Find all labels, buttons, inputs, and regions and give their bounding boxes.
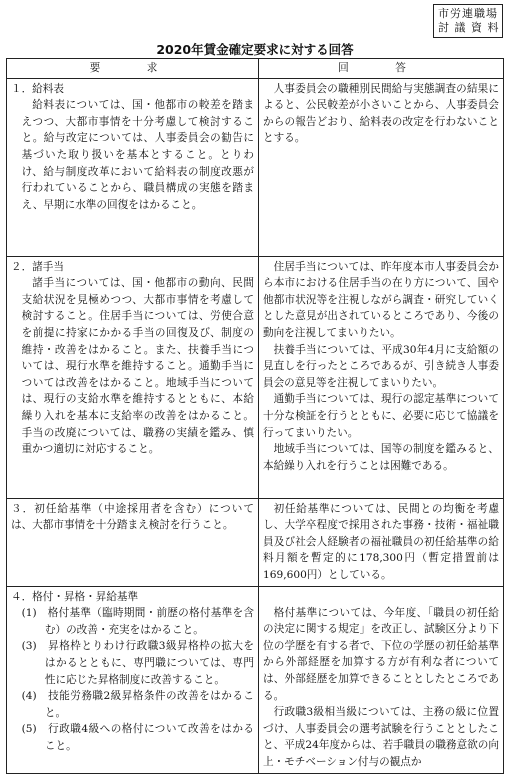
table-row <box>7 256 504 498</box>
answer-cell <box>259 498 504 586</box>
answer-paragraph: 扶養手当については、平成30年4月に支給額の見直しを行ったところであるが、引き続き人事委員会の意見等を注視してまいりたい。 <box>263 343 499 389</box>
answer-cell <box>259 586 504 773</box>
request-cell <box>7 586 259 773</box>
stamp-line-1: 市労連職場 <box>438 7 498 20</box>
answer-cell <box>259 78 504 256</box>
table-row <box>7 78 504 256</box>
request-item-title: ４．格付・昇格・昇給基準 <box>11 590 139 603</box>
request-answer-table <box>6 58 504 774</box>
answer-column-header: 回 答 <box>259 59 504 79</box>
table-row <box>7 498 504 586</box>
answer-paragraph: 住居手当については、昨年度本市人事委員会から本市における住居手当の在り方について、国や他都市状況等を注視しながら調査・研究していくとした意見が出されているところであり、今後の動向を注視してまいりたい。 <box>263 260 499 339</box>
answer-paragraph: 行政職3級相当級については、主務の級に位置づけ、人事委員会の選考試験を行うこととしたこと、平成24年度からは、若手職員の職務意欲の向上・モチベーション付与の観点か <box>263 706 499 768</box>
answer-paragraph: 格付基準については、今年度、「職員の初任給の決定に関する規定」を改正し、試験区分より下位の学歴を有する者で、下位の学歴の初任給基準から外部経歴を加算する方が有利な者については、外部経歴を加算できることとしたところである。 <box>263 606 499 702</box>
answer-cell <box>259 256 504 498</box>
page-title: 2020年賃金確定要求に対する回答 <box>156 42 354 57</box>
table-row <box>7 586 504 773</box>
request-paragraph: 給料表については、国・他都市の較差を踏まえつつ、大都市事情を十分考慮して検討すること。給与改定については、人事委員会の勧告に基づいた取り扱いを基本とすること。とりわけ、給与制度改革において給料表の制度改悪が行われていることから、職員構成の実態を踏まえ、早期に水準の回復をはかること。 <box>21 99 254 211</box>
request-column-header: 要 求 <box>7 59 259 79</box>
request-item-title: ３．初任給基準（中途採用者を含む）については、大都市事情を十分踏まえ検討を行うこと。 <box>11 502 254 532</box>
request-sub-item: (3) 昇格枠とりわけ行政職3級昇格枠の拡大をはかるとともに、専門職については、専門性に応じた昇格制度に改善すること。 <box>21 640 254 686</box>
answer-paragraph: 通勤手当については、現行の認定基準について十分な検証を行うとともに、必要に応じて協議を行ってまいりたい。 <box>263 393 499 439</box>
request-cell <box>7 78 259 256</box>
request-item-title: ２．諸手当 <box>11 260 64 273</box>
table-header-row <box>7 59 504 79</box>
spacer <box>263 589 499 605</box>
request-sub-item: (4) 技能労務職2級昇格条件の改善をはかること。 <box>21 690 254 719</box>
document-stamp <box>433 4 503 38</box>
stamp-line-2: 討 議 資 料 <box>438 21 500 34</box>
answer-paragraph: 初任給基準については、民間との均衡を考慮し、大学卒程度で採用された事務・技術・福祉職員及び社会人経験者の福祉職員の初任給基準の給料月額を暫定的に178,300円（暫定措置前は169,600円）としている。 <box>263 502 499 581</box>
request-cell <box>7 498 259 586</box>
request-cell <box>7 256 259 498</box>
answer-paragraph: 人事委員会の職種別民間給与実態調査の結果によると、公民較差が小さいことから、人事委員会からの報告どおり、給料表の改定を行わないこととする。 <box>263 82 499 145</box>
answer-paragraph: 地域手当については、国等の制度を鑑みると、本給繰り入れを行うことは困難である。 <box>263 443 499 472</box>
request-paragraph: 諸手当については、国・他都市の動向、民間支給状況を見極めつつ、大都市事情を考慮して検討すること。住居手当については、労使合意を前提に持家にかかる手当の回復及び、制度の維持・改善をはかること。また、扶養手当については、現行水準を維持すること。通勤手当については改善をはかること。地域手当については、現行の支給水準を維持するとともに、本給繰り入れを基本に支給率の改善をはかること。手当の改廃については、職務の実績を鑑み、慎重かつ適切に対応すること。 <box>21 277 254 456</box>
request-sub-item: (5) 行政職4級への格付について改善をはかること。 <box>21 723 254 752</box>
request-item-title: １．給料表 <box>11 82 64 95</box>
request-sub-item: (1) 格付基準（臨時期間・前歴の格付基準を含む）の改善・充実をはかること。 <box>21 607 254 636</box>
